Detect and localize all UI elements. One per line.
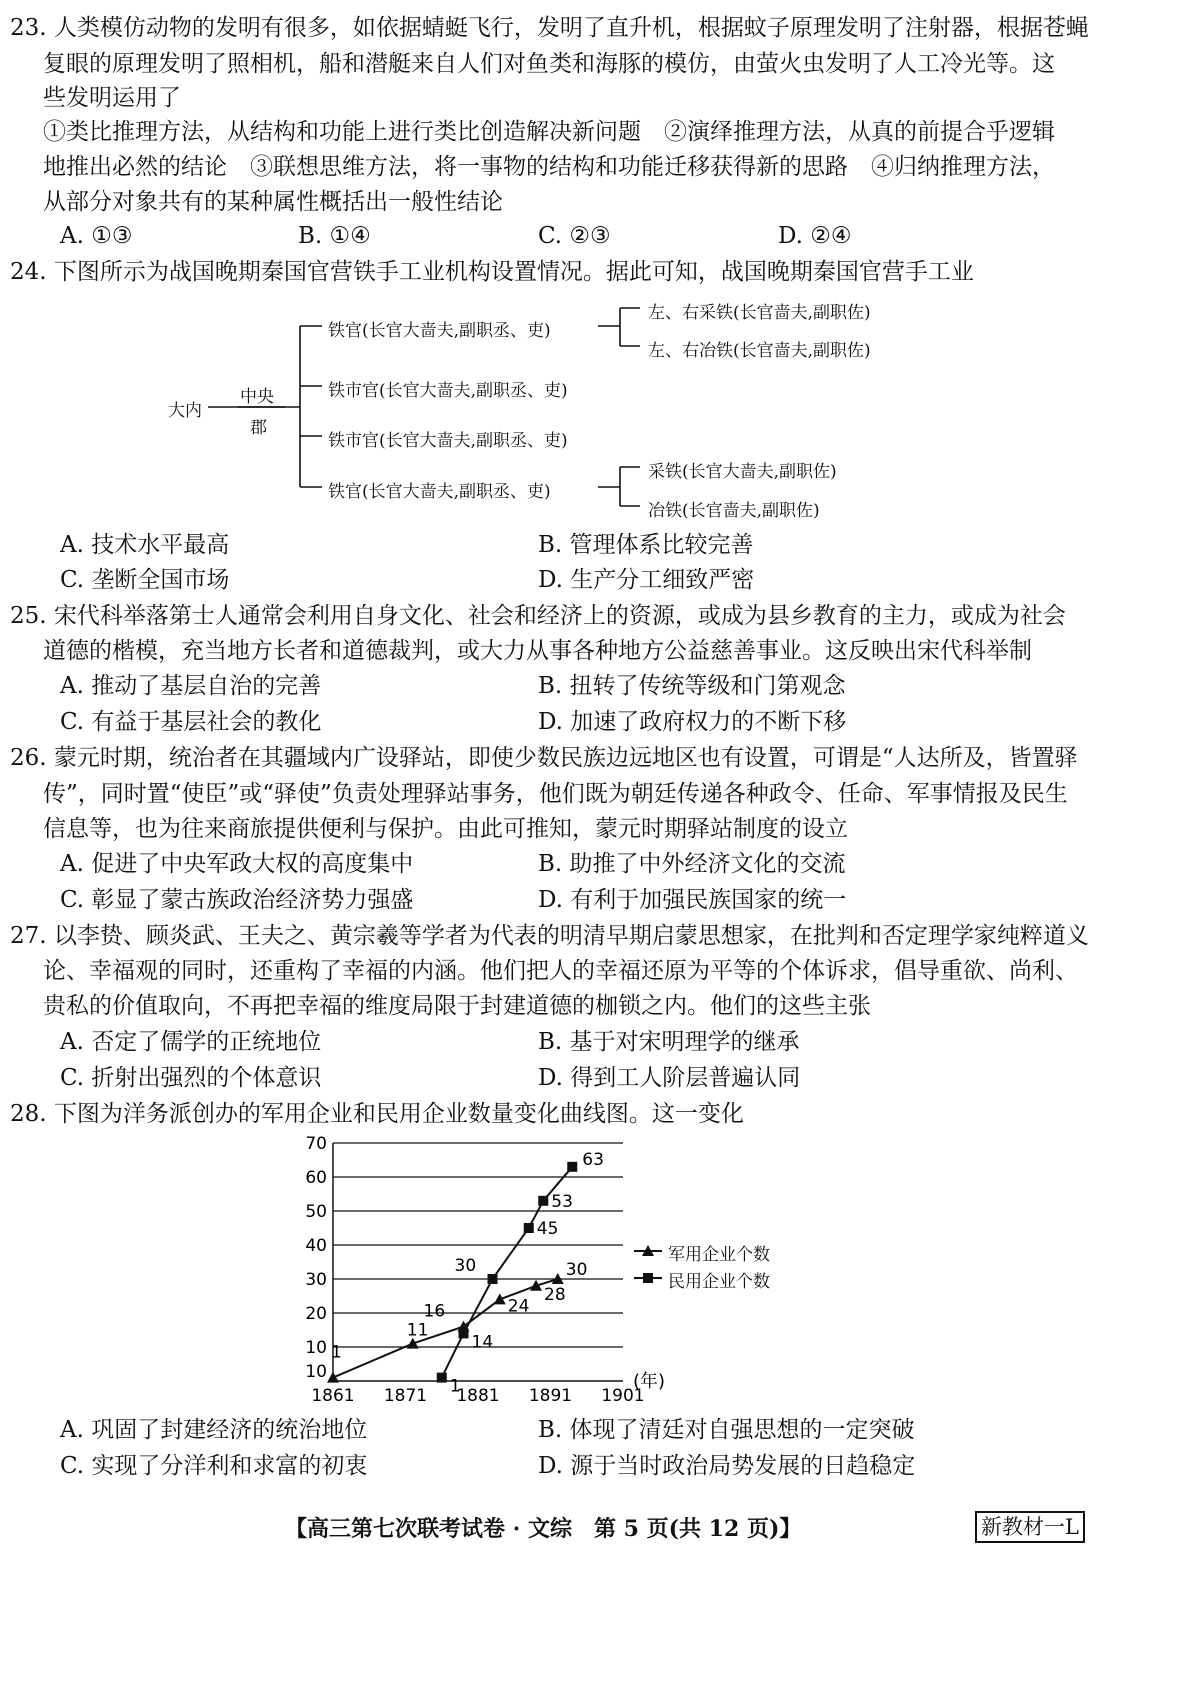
q26-option-a: A. 促进了中央军政大权的高度集中 bbox=[60, 851, 414, 877]
q27-option-a: A. 否定了儒学的正统地位 bbox=[60, 1029, 322, 1055]
q26-option-b: B. 助推了中外经济文化的交流 bbox=[538, 851, 846, 877]
q23-option-b: B. ①④ bbox=[298, 223, 371, 249]
q27-option-b: B. 基于对宋明理学的继承 bbox=[538, 1029, 800, 1055]
x-tick-label: 1901 bbox=[601, 1386, 645, 1406]
military-point-marker bbox=[494, 1293, 506, 1304]
military-data-label: 11 bbox=[406, 1320, 429, 1341]
q23-stem-line-2: 复眼的原理发明了照相机，船和潜艇来自人们对鱼类和海豚的模仿，由萤火虫发明了人工冷光等。这 bbox=[43, 51, 1055, 77]
org-center: 中央 bbox=[240, 387, 274, 407]
q27-option-c: C. 折射出强烈的个体意识 bbox=[60, 1065, 322, 1091]
q26-stem-line-2: 传”，同时置“使臣”或“驿使”负责处理驿站事务，他们既为朝廷传递各种政令、任命、军事情报及民生 bbox=[43, 781, 1068, 807]
legend-civilian-marker bbox=[643, 1273, 653, 1283]
org-branch-4: 铁官(长官大啬夫,副职丞、吏) bbox=[328, 482, 551, 502]
q23-stem-line-3: 些发明运用了 bbox=[43, 85, 181, 111]
q23-stem-line-4: ①类比推理方法，从结构和功能上进行类比创造解决新问题 ②演绎推理方法，从真的前提合乎逻辑 bbox=[43, 119, 1055, 145]
org-branch-4-sub-2: 冶铁(长官啬夫,副职佐) bbox=[648, 501, 820, 521]
q25-stem-line-2: 道德的楷模，充当地方长者和道德裁判，或大力从事各种地方公益慈善事业。这反映出宋代科举制 bbox=[43, 638, 1032, 664]
civilian-data-label: 53 bbox=[551, 1191, 573, 1212]
q25-option-b: B. 扭转了传统等级和门第观念 bbox=[538, 673, 846, 699]
q28-option-c: C. 实现了分洋利和求富的初衷 bbox=[60, 1453, 368, 1479]
q27-stem-line-3: 贵私的价值取向，不再把幸福的维度局限于封建道德的枷锁之内。他们的这些主张 bbox=[43, 993, 871, 1019]
q28-option-b: B. 体现了清廷对自强思想的一定突破 bbox=[538, 1417, 915, 1443]
y-tick-label: 60 bbox=[305, 1168, 327, 1188]
q23-stem-line-5: 地推出必然的结论 ③联想思维方法，将一事物的结构和功能迁移获得新的思路 ④归纳推理方法， bbox=[43, 154, 1055, 180]
y-tick-label: 30 bbox=[305, 1270, 327, 1290]
q24-option-b: B. 管理体系比较完善 bbox=[538, 532, 754, 558]
military-series-line bbox=[333, 1279, 558, 1378]
page-footer: 【高三第七次联考试卷 · 文综 第 5 页(共 12 页)】 bbox=[285, 1516, 802, 1542]
q24-option-d: D. 生产分工细致严密 bbox=[538, 567, 755, 593]
civilian-point-marker bbox=[459, 1328, 469, 1338]
civilian-point-marker bbox=[538, 1196, 548, 1206]
q24-option-c: C. 垄断全国市场 bbox=[60, 567, 230, 593]
q25-stem-line-1: 25. 宋代科举落第士人通常会利用自身文化、社会和经济上的资源，或成为县乡教育的主力，或成为社会 bbox=[10, 603, 1066, 629]
civilian-data-label: 63 bbox=[582, 1149, 604, 1170]
x-tick-label: 1861 bbox=[311, 1386, 355, 1406]
org-branch-3: 铁市官(长官大啬夫,副职丞、吏) bbox=[328, 431, 568, 451]
q26-stem-line-1: 26. 蒙元时期，统治者在其疆域内广设驿站，即使少数民族边远地区也有设置，可谓是“人达所及，皆置驿 bbox=[10, 745, 1078, 771]
org-branch-2: 铁市官(长官大啬夫,副职丞、吏) bbox=[328, 381, 568, 401]
military-data-label: 1 bbox=[331, 1342, 342, 1363]
civilian-point-marker bbox=[437, 1373, 447, 1383]
military-point-marker bbox=[327, 1372, 339, 1383]
civilian-point-marker bbox=[567, 1162, 577, 1172]
military-data-label: 24 bbox=[507, 1296, 530, 1317]
x-tick-label: 1871 bbox=[383, 1386, 428, 1406]
q28-option-d: D. 源于当时政治局势发展的日趋稳定 bbox=[538, 1453, 916, 1479]
org-branch-1-sub-1: 左、右采铁(长官啬夫,副职佐) bbox=[648, 303, 871, 323]
civilian-point-marker bbox=[488, 1274, 498, 1284]
legend-civilian-label: 民用企业个数 bbox=[668, 1272, 770, 1292]
q24-option-a: A. 技术水平最高 bbox=[60, 532, 230, 558]
y-tick-label: 70 bbox=[305, 1134, 327, 1154]
q26-stem-line-3: 信息等，也为往来商旅提供便利与保护。由此可推知，蒙元时期驿站制度的设立 bbox=[43, 816, 848, 842]
q27-stem-line-1: 27. 以李贽、顾炎武、王夫之、黄宗羲等学者为代表的明清早期启蒙思想家，在批判和否定理学家纯粹道义 bbox=[10, 923, 1089, 949]
q26-option-c: C. 彰显了蒙古族政治经济势力强盛 bbox=[60, 887, 414, 913]
edition-badge: 新教材一L bbox=[975, 1511, 1085, 1543]
org-branch-4-sub-1: 采铁(长官大啬夫,副职佐) bbox=[648, 462, 837, 482]
y-tick-label: 50 bbox=[305, 1202, 327, 1222]
q23-option-c: C. ②③ bbox=[538, 223, 611, 249]
civilian-data-label: 45 bbox=[536, 1219, 559, 1239]
military-data-label: 16 bbox=[423, 1301, 446, 1322]
legend-military-label: 军用企业个数 bbox=[668, 1245, 770, 1265]
q26-option-d: D. 有利于加强民族国家的统一 bbox=[538, 887, 847, 913]
q23-stem-line-6: 从部分对象共有的某种属性概括出一般性结论 bbox=[43, 189, 503, 215]
military-data-label: 30 bbox=[565, 1260, 588, 1280]
org-branch-1-sub-2: 左、右冶铁(长官啬夫,副职佐) bbox=[648, 341, 871, 361]
civilian-data-label: 14 bbox=[471, 1332, 494, 1353]
q27-stem-line-2: 论、幸福观的同时，还重构了幸福的内涵。他们把人的幸福还原为平等的个体诉求，倡导重欲、尚利、 bbox=[43, 958, 1078, 984]
org-prefecture: 郡 bbox=[250, 418, 267, 438]
y-tick-label: 10 bbox=[305, 1362, 327, 1382]
q27-option-d: D. 得到工人阶层普遍认同 bbox=[538, 1065, 801, 1091]
q28-stem: 28. 下图为洋务派创办的军用企业和民用企业数量变化曲线图。这一变化 bbox=[10, 1101, 744, 1127]
q25-option-a: A. 推动了基层自治的完善 bbox=[60, 673, 322, 699]
civilian-data-label: 1 bbox=[449, 1376, 461, 1397]
y-tick-label: 20 bbox=[305, 1304, 327, 1324]
y-tick-label: 10 bbox=[305, 1338, 327, 1358]
civilian-data-label: 30 bbox=[454, 1256, 477, 1276]
q23-stem-line-1: 23. 人类模仿动物的发明有很多，如依据蜻蜓飞行，发明了直升机，根据蚊子原理发明了注射器，根据苍蝇 bbox=[10, 15, 1089, 41]
q25-option-d: D. 加速了政府权力的不断下移 bbox=[538, 709, 847, 735]
x-tick-label: 1881 bbox=[456, 1386, 500, 1406]
q25-option-c: C. 有益于基层社会的教化 bbox=[60, 709, 322, 735]
civilian-point-marker bbox=[524, 1223, 534, 1233]
q24-stem: 24. 下图所示为战国晚期秦国官营铁手工业机构设置情况。据此可知，战国晚期秦国官营手工业 bbox=[10, 259, 974, 285]
org-branch-1: 铁官(长官大啬夫,副职丞、吏) bbox=[328, 321, 551, 341]
q23-option-a: A. ①③ bbox=[60, 223, 133, 249]
x-tick-label: 1891 bbox=[528, 1386, 573, 1406]
q23-option-d: D. ②④ bbox=[778, 223, 852, 249]
q28-option-a: A. 巩固了封建经济的统治地位 bbox=[60, 1417, 368, 1443]
y-tick-label: 40 bbox=[305, 1236, 327, 1256]
org-root-danei: 大内 bbox=[168, 401, 202, 421]
x-unit-label: (年) bbox=[633, 1371, 666, 1392]
military-data-label: 28 bbox=[544, 1284, 566, 1305]
